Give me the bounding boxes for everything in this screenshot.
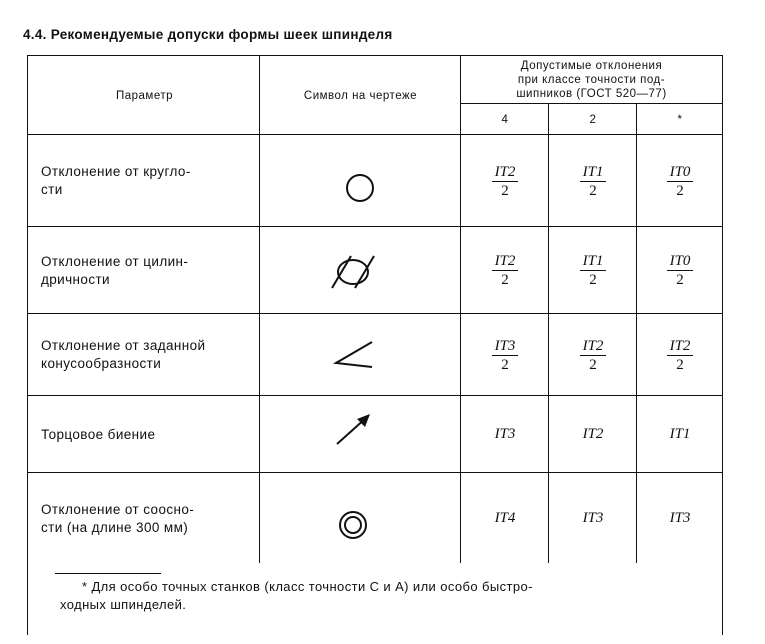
param-line: конусообразности [41,356,162,371]
value-denominator: 2 [589,182,597,199]
value-denominator: 2 [589,272,597,288]
param-line: дричности [41,271,110,287]
value-numerator: IT1 [580,252,607,271]
value-cell: IT4 [494,510,516,526]
value-cell: IT3 [582,510,604,526]
footnote-line: ходных шпинделей. [60,597,187,612]
param-coaxiality [41,474,257,563]
value-denominator: 2 [676,356,684,373]
header-bottom-line [27,134,723,135]
value-numerator: IT2 [580,337,607,356]
footnote-line: * Для особо точных станков (класс точности С и А) или особо быстро- [82,579,533,594]
value-numerator: IT0 [667,163,694,182]
value-numerator: IT2 [667,337,694,356]
table-title: 4.4. Рекомендуемые допуски формы шеек шпинделя [23,27,393,42]
header-class-star: * [677,113,683,126]
value-cell [638,315,722,395]
param-line: Отклонение от цилин- [41,253,189,269]
footnote [60,578,702,614]
header-tolerances [462,57,721,103]
row-divider-1 [27,226,723,227]
param-line: Торцовое биение [41,426,156,442]
row-divider-3 [27,395,723,396]
param-line: Отклонение от соосно- [41,501,195,517]
value-cell [638,228,722,313]
param-line: сти (на длине 300 мм) [41,519,189,535]
header-subdivider [460,103,723,104]
value-numerator: IT2 [492,163,519,182]
value-cell: IT3 [669,510,691,526]
header-tolerances-line1: Допустимые отклонения [520,60,663,72]
header-class-2: 2 [589,113,597,126]
value-cell [550,315,636,395]
col-divider-3 [548,103,549,563]
value-cell [462,315,548,395]
param-axial-runout [41,397,257,472]
param-roundness [41,136,257,226]
value-numerator: IT2 [492,252,519,271]
header-tolerances-line2: при классе точности под- [517,74,666,86]
value-cell [550,228,636,313]
header-tolerances-line3: шипников (ГОСТ 520—77) [516,88,667,100]
header-parameter: Параметр [115,89,174,102]
header-symbol: Символ на чертеже [303,89,418,102]
value-numerator: IT0 [667,252,694,271]
param-cylindricity [41,228,257,313]
circle-icon [340,168,380,208]
value-cell [550,136,636,226]
value-denominator: 2 [501,272,509,288]
value-cell: IT3 [494,426,516,442]
value-denominator: 2 [501,356,509,373]
row-divider-2 [27,313,723,314]
cylindricity-icon [324,250,384,294]
value-cell [462,228,548,313]
footnote-separator [55,573,161,574]
value-denominator: 2 [676,182,684,199]
param-line: сти [41,182,63,197]
taper-icon [330,336,380,372]
value-cell: IT2 [582,426,604,442]
value-cell: IT1 [669,426,691,442]
param-line: Отклонение от заданной [41,338,206,353]
value-denominator: 2 [589,356,597,373]
value-numerator: IT3 [492,337,519,356]
value-cell [462,136,548,226]
value-numerator: IT1 [580,163,607,182]
value-denominator: 2 [501,182,509,199]
header-class-4: 4 [501,113,509,126]
col-divider-1 [259,55,260,563]
row-divider-4 [27,472,723,473]
value-cell [638,136,722,226]
value-denominator: 2 [676,272,684,288]
param-taper [41,315,257,395]
concentricity-icon [333,505,373,545]
runout-arrow-icon [332,410,376,450]
col-divider-2 [460,55,461,563]
col-divider-4 [636,103,637,563]
param-line: Отклонение от кругло- [41,164,191,179]
